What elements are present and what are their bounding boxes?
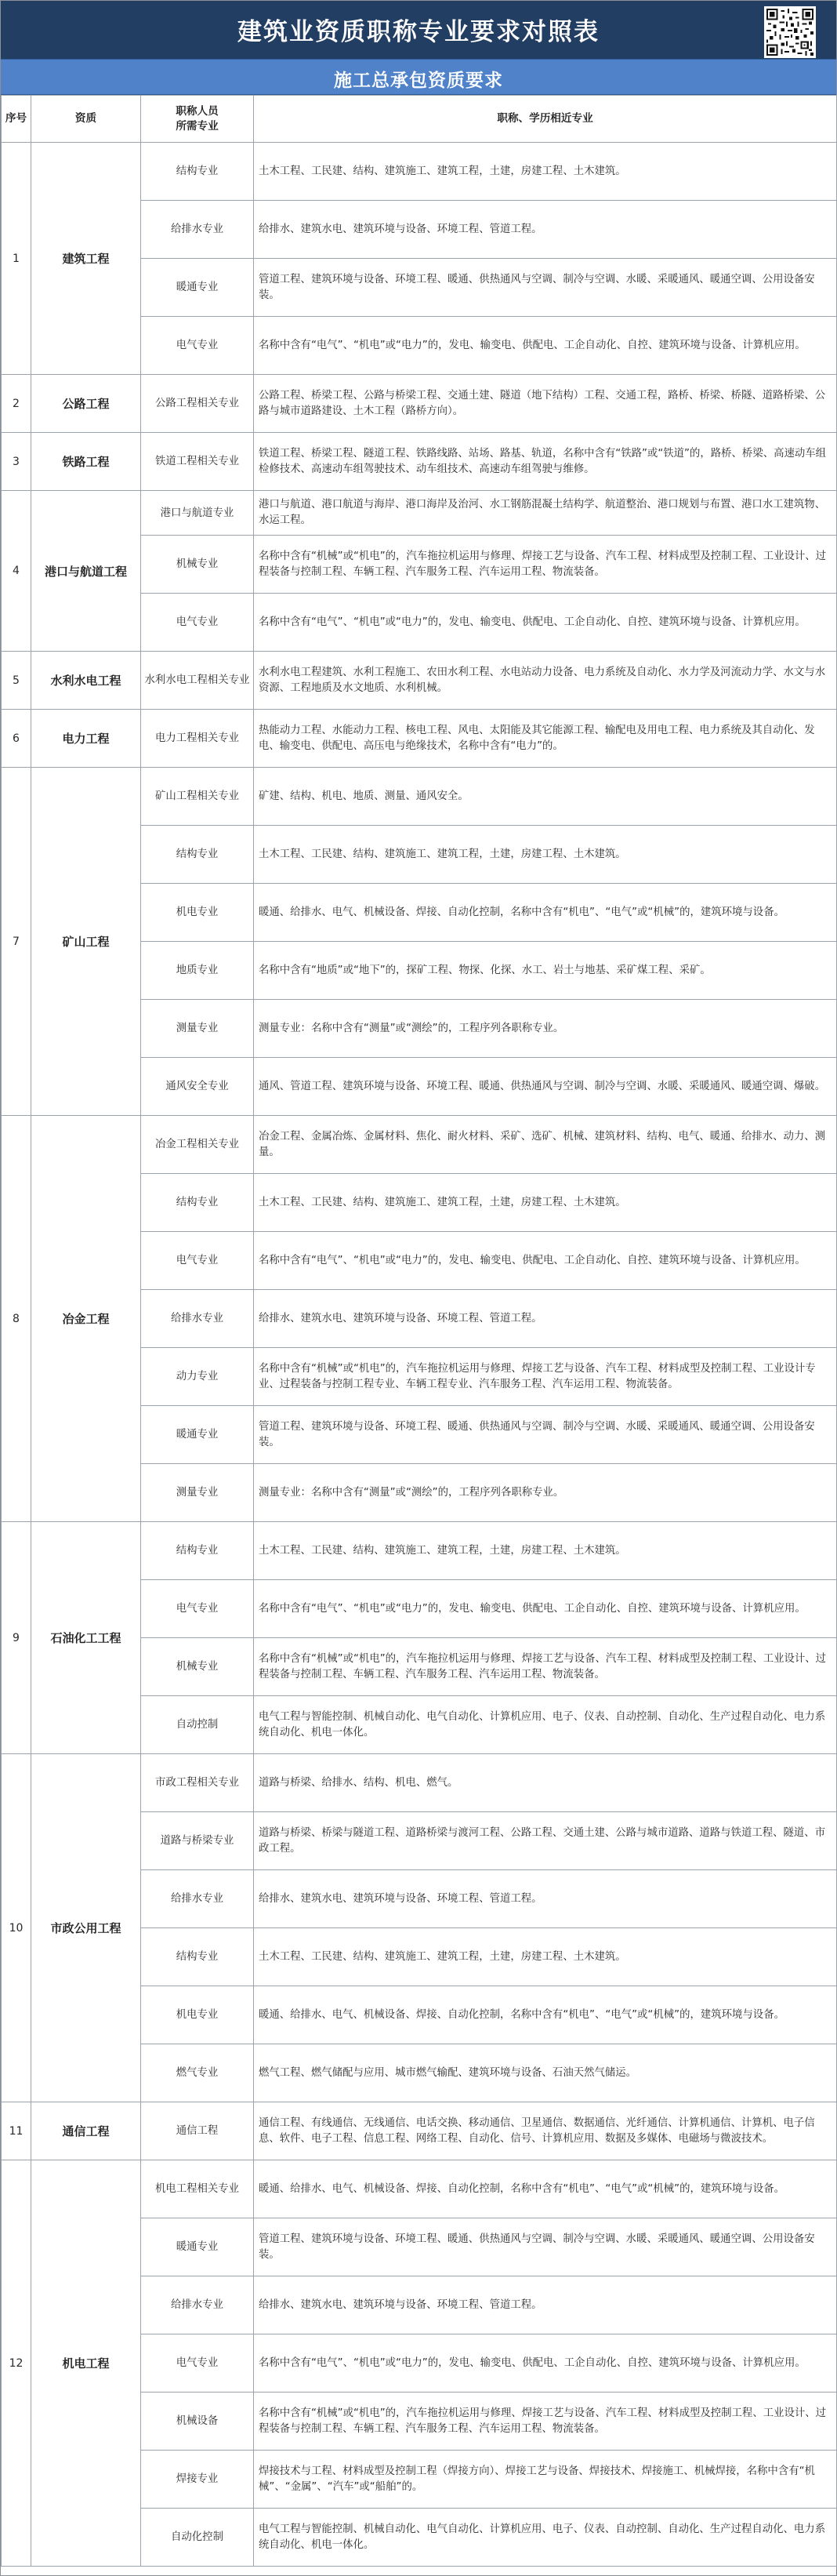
table-row [2,1116,837,1174]
profession-cell: 给排水专业 [141,1290,254,1348]
profession-cell: 给排水专业 [141,201,254,259]
majors-cell: 给排水、建筑水电、建筑环境与设备、环境工程、管道工程。 [254,201,837,259]
profession-cell: 电气专业 [141,1232,254,1290]
profession-cell: 动力专业 [141,1348,254,1406]
majors-cell: 测量专业：名称中含有“测量”或“测绘”的，工程序列各职称专业。 [254,1000,837,1058]
row-number: 12 [2,2160,31,2567]
profession-cell: 通风安全专业 [141,1058,254,1116]
page-title: 建筑业资质职称专业要求对照表 [237,18,600,46]
majors-cell: 管道工程、建筑环境与设备、环境工程、暖通、供热通风与空调、制冷与空调、水暖、采暖通风、暖通空调、公用设备安装。 [254,259,837,317]
title-banner [1,1,836,59]
profession-cell: 市政工程相关专业 [141,1754,254,1812]
qualification-name: 市政公用工程 [31,1754,141,2102]
profession-cell: 公路工程相关专业 [141,375,254,433]
table-row [2,433,837,491]
profession-cell: 机电工程相关专业 [141,2160,254,2218]
table-header-row [2,96,837,143]
row-number: 4 [2,491,31,652]
majors-cell: 名称中含有“机械”或“机电”的，汽车拖拉机运用与修理、焊接工艺与设备、汽车工程、材料成型及控制工程、工业设计、过程装备与控制工程、车辆工程、汽车服务工程、汽车运用工程、物流装备。 [254,536,837,594]
profession-cell: 通信工程 [141,2102,254,2160]
profession-cell: 测量专业 [141,1464,254,1522]
profession-cell: 自动控制 [141,1696,254,1754]
profession-cell: 水利水电工程相关专业 [141,652,254,710]
profession-cell: 机械专业 [141,1638,254,1696]
majors-cell: 名称中含有“电气”、“机电”或“电力”的，发电、输变电、供配电、工企自动化、自控、建筑环境与设备、计算机应用。 [254,1232,837,1290]
row-number: 10 [2,1754,31,2102]
majors-cell: 给排水、建筑水电、建筑环境与设备、环境工程、管道工程。 [254,1870,837,1928]
profession-cell: 结构专业 [141,826,254,884]
qualification-name: 通信工程 [31,2102,141,2160]
profession-cell: 焊接专业 [141,2451,254,2509]
majors-cell: 电气工程与智能控制、机械自动化、电气自动化、计算机应用、电子、仪表、自动控制、自动化、生产过程自动化、电力系统自动化、机电一体化。 [254,1696,837,1754]
majors-cell: 名称中含有“机械”或“机电”的，汽车拖拉机运用与修理、焊接工艺与设备、汽车工程、材料成型及控制工程、工业设计、过程装备与控制工程、车辆工程、汽车服务工程、汽车运用工程、物流装备。 [254,2393,837,2451]
table-row [2,768,837,826]
profession-cell: 结构专业 [141,1522,254,1580]
profession-cell: 电气专业 [141,317,254,375]
profession-cell: 矿山工程相关专业 [141,768,254,826]
table-row [2,652,837,710]
row-number: 5 [2,652,31,710]
profession-cell: 电力工程相关专业 [141,710,254,768]
table-row [2,2160,837,2218]
majors-cell: 暖通、给排水、电气、机械设备、焊接、自动化控制，名称中含有“机电”、“电气”或“机械”的，建筑环境与设备。 [254,2160,837,2218]
majors-cell: 土木工程、工民建、结构、建筑施工、建筑工程，土建，房建工程、土木建筑。 [254,826,837,884]
table-row [2,375,837,433]
qr-code-icon [764,6,816,58]
majors-cell: 暖通、给排水、电气、机械设备、焊接、自动化控制，名称中含有“机电”、“电气”或“机械”的，建筑环境与设备。 [254,884,837,942]
profession-cell: 电气专业 [141,2334,254,2393]
majors-cell: 冶金工程、金属冶炼、金属材料、焦化、耐火材料、采矿、选矿、机械、建筑材料、结构、电气、暖通、给排水、动力、测量。 [254,1116,837,1174]
qualification-name: 建筑工程 [31,143,141,375]
profession-cell: 道路与桥梁专业 [141,1812,254,1870]
profession-cell: 给排水专业 [141,1870,254,1928]
profession-cell: 自动化控制 [141,2509,254,2567]
majors-cell: 铁道工程、桥梁工程、隧道工程、铁路线路、站场、路基、轨道，名称中含有“铁路”或“铁道”的，路桥、桥梁、高速动车组检修技术、高速动车组驾驶技术、动车组技术、高速动车组驾驶与维修。 [254,433,837,491]
majors-cell: 焊接技术与工程、材料成型及控制工程（焊接方向）、焊接工艺与设备、焊接技术、焊接施工、机械焊接，名称中含有“机械”、“金属”、“汽车”或“船舶”的。 [254,2451,837,2509]
profession-cell: 测量专业 [141,1000,254,1058]
majors-cell: 名称中含有“电气”、“机电”或“电力”的，发电、输变电、供配电、工企自动化、自控、建筑环境与设备、计算机应用。 [254,594,837,652]
table-row [2,2102,837,2160]
profession-cell: 电气专业 [141,594,254,652]
table-row [2,491,837,536]
majors-cell: 水利水电工程建筑、水利工程施工、农田水利工程、水电站动力设备、电力系统及自动化、水力学及河流动力学、水文与水资源、工程地质及水文地质、水利机械。 [254,652,837,710]
profession-cell: 铁道工程相关专业 [141,433,254,491]
profession-cell: 暖通专业 [141,259,254,317]
table-row [2,1754,837,1812]
profession-cell: 暖通专业 [141,2218,254,2276]
qualification-name: 电力工程 [31,710,141,768]
majors-cell: 给排水、建筑水电、建筑环境与设备、环境工程、管道工程。 [254,1290,837,1348]
table-row [2,710,837,768]
row-number: 6 [2,710,31,768]
profession-cell: 地质专业 [141,942,254,1000]
majors-cell: 道路与桥梁、桥梁与隧道工程、道路桥梁与渡河工程、公路工程、交通土建、公路与城市道路、道路与铁道工程、隧道、市政工程。 [254,1812,837,1870]
profession-cell: 机械专业 [141,536,254,594]
majors-cell: 道路与桥梁、给排水、结构、机电、燃气。 [254,1754,837,1812]
majors-cell: 土木工程、工民建、结构、建筑施工、建筑工程，土建，房建工程、土木建筑。 [254,1174,837,1232]
majors-cell: 土木工程、工民建、结构、建筑施工、建筑工程，土建，房建工程、土木建筑。 [254,1522,837,1580]
row-number: 7 [2,768,31,1116]
profession-cell: 结构专业 [141,1174,254,1232]
majors-cell: 港口与航道、港口航道与海岸、港口海岸及治河、水工钢筋混凝土结构学、航道整治、港口规划与布置、港口水工建筑物、水运工程。 [254,491,837,536]
profession-cell: 机电专业 [141,1986,254,2044]
profession-cell: 港口与航道专业 [141,491,254,536]
majors-cell: 电气工程与智能控制、机械自动化、电气自动化、计算机应用、电子、仪表、自动控制、自动化、生产过程自动化、电力系统自动化、机电一体化。 [254,2509,837,2567]
column-header-profession: 职称人员 所需专业 [141,96,254,143]
profession-cell: 给排水专业 [141,2276,254,2334]
section-header [1,59,836,95]
profession-cell: 暖通专业 [141,1406,254,1464]
qualification-name: 公路工程 [31,375,141,433]
majors-cell: 通风、管道工程、建筑环境与设备、环境工程、暖通、供热通风与空调、制冷与空调、水暖、采暖通风、暖通空调、爆破。 [254,1058,837,1116]
majors-cell: 名称中含有“地质”或“地下”的，探矿工程、物探、化探、水工、岩土与地基、采矿煤工程、采矿。 [254,942,837,1000]
row-number: 2 [2,375,31,433]
majors-cell: 矿建、结构、机电、地质、测量、通风安全。 [254,768,837,826]
majors-cell: 暖通、给排水、电气、机械设备、焊接、自动化控制，名称中含有“机电”、“电气”或“机械”的，建筑环境与设备。 [254,1986,837,2044]
majors-cell: 土木工程、工民建、结构、建筑施工、建筑工程，土建，房建工程、土木建筑。 [254,1928,837,1986]
qualification-name: 矿山工程 [31,768,141,1116]
qualification-name: 水利水电工程 [31,652,141,710]
profession-cell: 冶金工程相关专业 [141,1116,254,1174]
majors-cell: 给排水、建筑水电、建筑环境与设备、环境工程、管道工程。 [254,2276,837,2334]
column-header-majors: 职称、学历相近专业 [254,96,837,143]
majors-cell: 名称中含有“电气”、“机电”或“电力”的，发电、输变电、供配电、工企自动化、自控、建筑环境与设备、计算机应用。 [254,2334,837,2393]
profession-cell: 结构专业 [141,1928,254,1986]
requirements-table [1,95,837,2567]
profession-cell: 机械设备 [141,2393,254,2451]
majors-cell: 测量专业：名称中含有“测量”或“测绘”的，工程序列各职称专业。 [254,1464,837,1522]
profession-cell: 燃气专业 [141,2044,254,2102]
table-row [2,143,837,201]
column-header-no: 序号 [2,96,31,143]
majors-cell: 公路工程、桥梁工程、公路与桥梁工程、交通土建、隧道（地下结构）工程、交通工程，路桥、桥梁、桥隧、道路桥梁、公路与城市道路建设、土木工程（路桥方向）。 [254,375,837,433]
majors-cell: 管道工程、建筑环境与设备、环境工程、暖通、供热通风与空调、制冷与空调、水暖、采暖通风、暖通空调、公用设备安装。 [254,2218,837,2276]
majors-cell: 通信工程、有线通信、无线通信、电话交换、移动通信、卫星通信、数据通信、光纤通信、计算机通信、计算机、电子信息、软件、电子工程、信息工程、网络工程、自动化、信号、计算机应用、数据及多媒体、电磁场与微波技术。 [254,2102,837,2160]
majors-cell: 名称中含有“电气”、“机电”或“电力”的，发电、输变电、供配电、工企自动化、自控、建筑环境与设备、计算机应用。 [254,317,837,375]
majors-cell: 管道工程、建筑环境与设备、环境工程、暖通、供热通风与空调、制冷与空调、水暖、采暖通风、暖通空调、公用设备安装。 [254,1406,837,1464]
profession-cell: 电气专业 [141,1580,254,1638]
row-number: 3 [2,433,31,491]
section-title: 施工总承包资质要求 [334,71,503,91]
majors-cell: 燃气工程、燃气储配与应用、城市燃气输配、建筑环境与设备、石油天然气储运。 [254,2044,837,2102]
majors-cell: 名称中含有“机械”或“机电”的，汽车拖拉机运用与修理、焊接工艺与设备、汽车工程、材料成型及控制工程、工业设计、过程装备与控制工程、车辆工程、汽车服务工程、汽车运用工程、物流装备。 [254,1638,837,1696]
row-number: 1 [2,143,31,375]
row-number: 11 [2,2102,31,2160]
majors-cell: 热能动力工程、水能动力工程、核电工程、风电、太阳能及其它能源工程、输配电及用电工程、电力系统及其自动化、发电、输变电、供配电、高压电与绝缘技术，名称中含有“电力”的。 [254,710,837,768]
qualification-name: 铁路工程 [31,433,141,491]
majors-cell: 土木工程、工民建、结构、建筑施工、建筑工程，土建，房建工程、土木建筑。 [254,143,837,201]
qualification-name: 冶金工程 [31,1116,141,1522]
qualification-name: 机电工程 [31,2160,141,2567]
majors-cell: 名称中含有“机械”或“机电”的，汽车拖拉机运用与修理、焊接工艺与设备、汽车工程、材料成型及控制工程、工业设计专业、过程装备与控制工程专业、车辆工程专业、汽车服务工程、汽车运用工程、物流装备。 [254,1348,837,1406]
profession-cell: 结构专业 [141,143,254,201]
qualification-name: 港口与航道工程 [31,491,141,652]
row-number: 8 [2,1116,31,1522]
majors-cell: 名称中含有“电气”、“机电”或“电力”的，发电、输变电、供配电、工企自动化、自控、建筑环境与设备、计算机应用。 [254,1580,837,1638]
qualification-name: 石油化工工程 [31,1522,141,1754]
table-row [2,1522,837,1580]
column-header-qualification: 资质 [31,96,141,143]
profession-cell: 机电专业 [141,884,254,942]
row-number: 9 [2,1522,31,1754]
